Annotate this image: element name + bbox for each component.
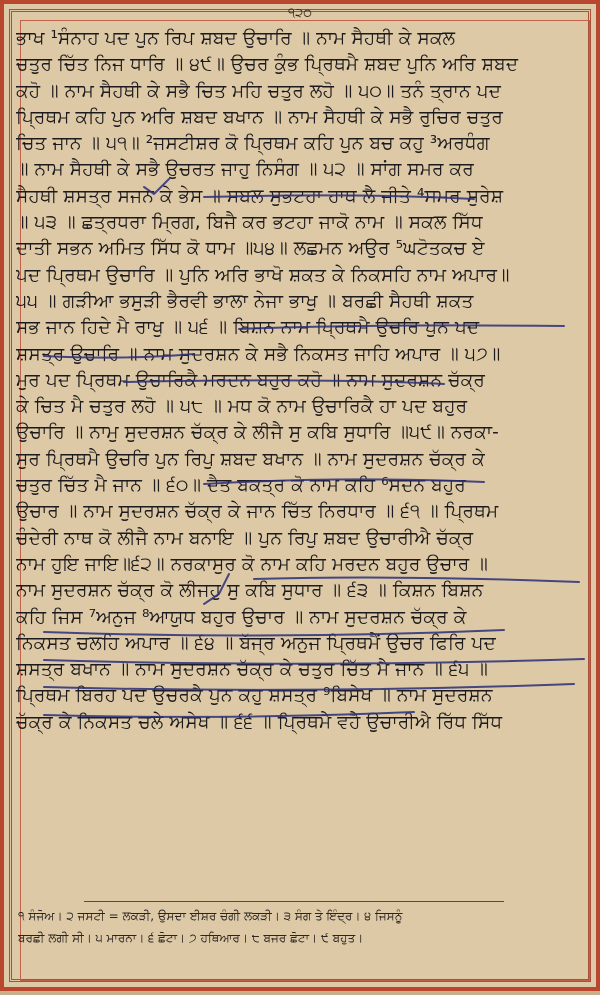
verse-line: ਕਹੋ ॥ ਨਾਮ ਸੈਹਥੀ ਕੇ ਸਭੈ ਚਿਤ ਮਹਿ ਚਤੁਰ ਲਹੋ ॥ ੫੦॥ ਤਨੰ ਤ੍ਰਾਨ ਪਦ bbox=[16, 80, 501, 102]
verse-line bbox=[16, 762, 586, 788]
verse-line: ਸ਼ਸਤ੍ਰ ਬਖਾਨ ॥ ਨਾਮ ਸੁਦਰਸ਼ਨ ਚੱਕ੍ਰ ਕੇ ਚਤੁਰ ਚਿੱਤ ਮੈ ਜਾਨ ॥ ੬੫ ॥ bbox=[16, 659, 488, 681]
verse-line: ਸੁਰ ਪ੍ਰਿਥਮੈ ਉਚਰਿ ਪੁਨ ਰਿਪੁ ਸ਼ਬਦ ਬਖਾਨ ॥ ਨਾਮ ਸੁਦਰਸ਼ਨ ਚੱਕ੍ਰ ਕੇ bbox=[16, 448, 485, 470]
verse-line: ਮੁਰ ਪਦ ਪ੍ਰਿਥਮ ਉਚਾਰਿਕੈ ਮਰਦਨ ਬਹੁਰ ਕਹੋ ॥ ਨਾਮ ਸੁਦਰਸ਼ਨ ਚੱਕ੍ਰ bbox=[16, 369, 485, 391]
verse-line: ਚੰਦੇਰੀ ਨਾਥ ਕੋ ਲੀਜੈ ਨਾਮ ਬਨਾਇ ॥ ਪੁਨ ਰਿਪੁ ਸ਼ਬਦ ਉਚਾਰੀਐ ਚੱਕ੍ਰ bbox=[16, 527, 474, 549]
verse-line bbox=[16, 736, 586, 762]
verse-line: ਨਾਮ ਹੁਇ ਜਾਇ॥੬੨॥ ਨਰਕਾਸੁਰ ਕੋ ਨਾਮ ਕਹਿ ਮਰਦਨ ਬਹੁਰ ਉਚਾਰ ॥ bbox=[16, 553, 488, 575]
verse-line: ਚੱਕ੍ਰ ਕੇ ਨਿਕਸਤ ਚਲੇ ਅਸੇਖ ॥ ੬੬ ॥ ਪ੍ਰਿਥਮੈ ਵਹੈ ਉਚਾਰੀਐ ਰਿੱਧ ਸਿੱਧ bbox=[16, 711, 503, 733]
verse-line: ਸਭ ਜਾਨ ਹਿਦੇ ਮੈ ਰਾਖੁ ॥ ੫੬ ॥ ਬਿਸ਼ਨ ਨਾਮ ਪ੍ਰਿਥਮੈ ਉਚਰਿ ਪੁਨ ਪਦ bbox=[16, 317, 480, 339]
verse-line bbox=[16, 789, 586, 815]
verse-line: ਕਹਿ ਜਿਸ ⁷ਅਨੁਜ ⁸ਆਯੁਧ ਬਹੁਰ ਉਚਾਰ ॥ ਨਾਮ ਸੁਦਰਸ਼ਨ ਚੱਕ੍ਰ ਕੇ bbox=[16, 606, 467, 628]
verse-line: ਚਤੁਰ ਚਿੱਤ ਮੈ ਜਾਨ ॥ ੬੦॥ ਦੈਤ ਬਕਤ੍ਰ ਕੋ ਨਾਮ ਕਹਿ ⁶ਸਦਨ ਬਹੁਰ bbox=[16, 475, 466, 497]
verse-line: ਸ਼ਸਤ੍ਰ ਉਚਾਰਿ ॥ ਨਾਮ ਸੁਦਰਸ਼ਨ ਕੇ ਸਭੈ ਨਿਕਸਤ ਜਾਹਿ ਅਪਾਰ ॥ ੫੭॥ bbox=[16, 343, 501, 365]
footnote-line: ਬਰਛੀ ਲਗੀ ਸੀ। ੫ ਮਾਰਨਾ। ੬ ਛੋਟਾ। ੭ ਹਥਿਆਰ। ੮ ਬਜਰ ਛੋਟਾ। ੯ ਬਹੁਤ। bbox=[18, 931, 364, 945]
verse-line bbox=[16, 841, 586, 867]
verse-line: ਚਿਤ ਜਾਨ ॥ ੫੧॥ ²ਜਸਟੀਸ਼ਰ ਕੋ ਪ੍ਰਿਥਮ ਕਹਿ ਪੁਨ ਬਚ ਕਹੁ ³ਅਰਧੰਗ bbox=[16, 133, 490, 155]
verse-line bbox=[16, 815, 586, 841]
verse-line: ਉਚਾਰਿ ॥ ਨਾਮੁ ਸੁਦਰਸ਼ਨ ਚੱਕ੍ਰ ਕੇ ਲੀਜੈ ਸੁ ਕਬਿ ਸੁਧਾਰਿ ॥੫੯॥ ਨਰਕਾ- bbox=[16, 422, 499, 444]
verse-line: ॥ ੫੩ ॥ ਛਤ੍ਰਧਰਾ ਮ੍ਰਿਗ, ਬਿਜੈ ਕਰ ਭਟਹਾ ਜਾਕੋ ਨਾਮ ॥ ਸਕਲ ਸਿੱਧ bbox=[16, 212, 483, 234]
verse-line: ਪ੍ਰਿਥਮ ਬਿਰਹ ਪਦ ਉਚਰਕੈ ਪੁਨ ਕਹੁ ਸ਼ਸਤ੍ਰ ⁹ਬਿਸੇਖ ॥ ਨਾਮ ਸੁਦਰਸ਼ਨ bbox=[16, 685, 493, 707]
verse-line: ॥ ਨਾਮ ਸੈਹਥੀ ਕੇ ਸਭੈ ਉਚਰਤ ਜਾਹੁ ਨਿਸੰਗ ॥ ੫੨ ॥ ਸਾਂਗ ਸਮਰ ਕਰ bbox=[16, 159, 474, 181]
verse-line: ਦਾਤੀ ਸਭਨ ਅਮਿਤ ਸਿੱਧ ਕੋ ਧਾਮ ॥੫੪॥ ਲਛਮਨ ਅਉਰ ⁵ਘਟੋਤਕਚ ਏ bbox=[16, 238, 485, 260]
footnote-line: ੧ ਸੰਜੋਅ। ੨ ਜਸਟੀ = ਲਕੜੀ, ਉਸਦਾ ਈਸ਼ਰ ਚੰਗੀ ਲਕੜੀ। ੩ ਸੰਗ ਤੇ ਇੰਦ੍ਰ। ੪ ਜਿਸਨੂੰ bbox=[18, 909, 403, 923]
verse-line: ੫੫ ॥ ਗੜੀਆ ਭਸੁੜੀ ਭੈਰਵੀ ਭਾਲਾ ਨੇਜਾ ਭਾਖੁ ॥ ਬਰਛੀ ਸੈਹਥੀ ਸ਼ਕਤ bbox=[16, 290, 474, 312]
footnote-divider bbox=[84, 901, 504, 902]
page-number: ੧੨੦ bbox=[288, 6, 312, 21]
verse-line: ਭਾਖ ¹ਸੰਨਾਹ ਪਦ ਪੁਨ ਰਿਪ ਸ਼ਬਦ ਉਚਾਰਿ ॥ ਨਾਮ ਸੈਹਥੀ ਕੇ ਸਕਲ bbox=[16, 28, 456, 49]
verse-line: ਪਦ ਪ੍ਰਿਥਮ ਉਚਾਰਿ ॥ ਪੁਨਿ ਅਰਿ ਭਾਖੋ ਸ਼ਕਤ ਕੇ ਨਿਕਸਹਿ ਨਾਮ ਅਪਾਰ॥ bbox=[16, 264, 510, 286]
verse-line: ਨਿਕਸਤ ਚਲਹਿ ਅਪਾਰ ॥ ੬੪ ॥ ਬੱਜ੍ਰ ਅਨੁਜ ਪ੍ਰਿਥਮੈਂ ਉਚਰ ਫਿਰਿ ਪਦ bbox=[16, 632, 496, 654]
verse-line: ਕੇ ਚਿਤ ਮੈ ਚਤੁਰ ਲਹੋ ॥ ੫੮ ॥ ਮਧ ਕੋ ਨਾਮ ਉਚਾਰਿਕੈ ਹਾ ਪਦ ਬਹੁਰ bbox=[16, 396, 468, 418]
verse-line: ਪ੍ਰਿਥਮ ਕਹਿ ਪੁਨ ਅਰਿ ਸ਼ਬਦ ਬਖਾਨ ॥ ਨਾਮ ਸੈਹਥੀ ਕੇ ਸਭੈ ਰੁਚਿਰ ਚਤੁਰ bbox=[16, 106, 503, 128]
verse-line: ਚਤੁਰ ਚਿੱਤ ਨਿਜ ਧਾਰਿ ॥ ੪੯॥ ਉਚਰ ਕੁੰਭ ਪ੍ਰਿਥਮੈ ਸ਼ਬਦ ਪੁਨਿ ਅਰਿ ਸ਼ਬਦ bbox=[16, 54, 519, 76]
footnotes bbox=[18, 905, 586, 949]
verse-text-block bbox=[16, 26, 586, 894]
verse-line: ਉਚਾਰ ॥ ਨਾਮ ਸੁਦਰਸ਼ਨ ਚੱਕ੍ਰ ਕੇ ਜਾਨ ਚਿੱਤ ਨਿਰਧਾਰ ॥ ੬੧ ॥ ਪ੍ਰਿਥਮ bbox=[16, 501, 499, 523]
verse-line bbox=[16, 868, 586, 894]
verse-line: ਨਾਮ ਸੁਦਰਸ਼ਨ ਚੱਕ੍ਰ ਕੋ ਲੀਜਹੁ ਸੁ ਕਬਿ ਸੁਧਾਰ ॥ ੬੩ ॥ ਕਿਸ਼ਨ ਬਿਸ਼ਨ bbox=[16, 580, 484, 602]
verse-line: ਸੈਹਥੀ ਸ਼ਸਤ੍ਰ ਸਜਨ ਕੇ ਭੇਸ ॥ ਸਬਲ ਸੁਭਟਹਾ ਹਾਥ ਲੈ ਜੀਤੇ ⁴ਸਮਰ ਸੁਰੇਸ਼ bbox=[16, 185, 504, 207]
